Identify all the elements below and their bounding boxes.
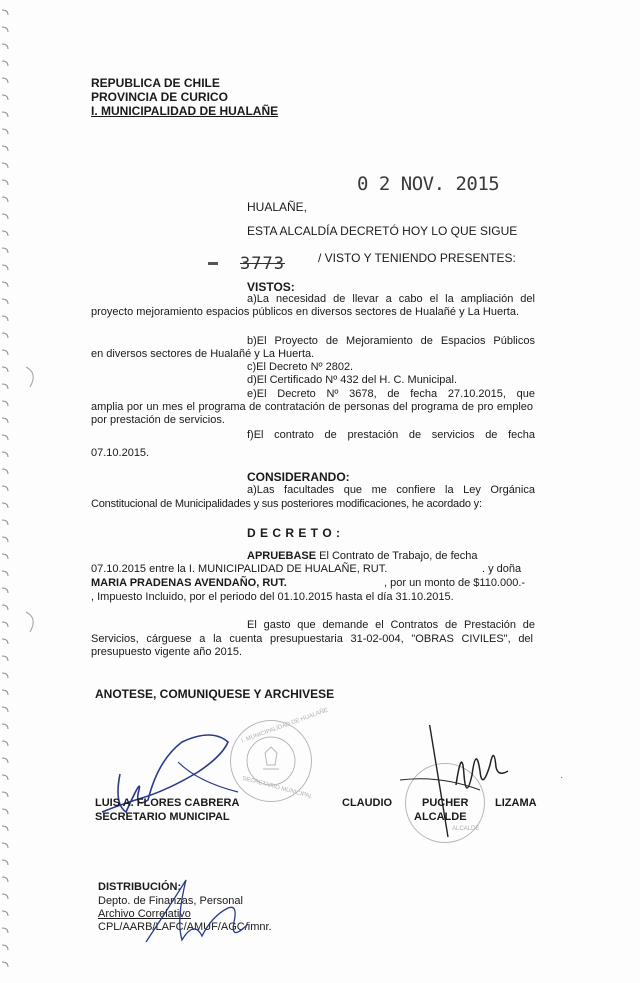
vistos-a-first: a)La necesidad de llevar a cabo el la ampliación del	[247, 293, 535, 305]
mayor-last-name: LIZAMA	[495, 797, 537, 809]
header-municipality: I. MUNICIPALIDAD DE HUALAÑE	[91, 104, 279, 118]
decreto-p1-line4: , Impuesto Incluido, por el periodo del 01.10.2015 hasta el día 31.10.2015.	[91, 591, 454, 603]
decreto-p1-line2: 07.10.2015 entre la I. MUNICIPALIDAD DE HUALAÑE, RUT.	[91, 563, 388, 575]
initials-scribble	[140, 870, 280, 960]
header-province: PROVINCIA DE CURICO	[91, 90, 228, 104]
considerando-a-first: a)Las facultades que me confiere la Ley Orgánica	[247, 484, 535, 496]
apruebase-word: APRUEBASE	[247, 550, 317, 562]
date-stamp: 0 2 NOV. 2015	[357, 173, 500, 195]
vistos-e-first: e)El Decreto Nº 3678, de fecha 27.10.2015, que	[247, 388, 535, 400]
vistos-c: c)El Decreto Nº 2802.	[247, 361, 354, 373]
decreto-p1-line3-end: , por un monto de $110.000.-	[384, 577, 526, 589]
place-label: HUALAÑE,	[247, 200, 308, 214]
header-republic: REPUBLICA DE CHILE	[91, 76, 220, 90]
mayor-seal-text: ALCALDE	[452, 826, 480, 832]
decree-prefix-mark: ▬	[208, 257, 218, 268]
mayor-title: ALCALDE	[414, 811, 467, 823]
secretary-seal-bottom: SECRETARIO MUNICIPAL	[241, 775, 314, 801]
mayor-middle-name: PUCHER	[422, 797, 469, 809]
considerando-a-rest: Constitucional de Municipalidades y sus posteriores modificaciones, he acordado y:	[91, 498, 482, 510]
mayor-first-name: CLAUDIO	[342, 797, 393, 809]
vistos-e-rest: amplia por un mes el programa de contratación de personas del programa de pro empleo por prestación de servicios.	[91, 401, 533, 426]
vistos-f-first: f)El contrato de prestación de servicios de fecha	[247, 429, 535, 441]
distribution-line1: Depto. de Finanzas, Personal	[98, 895, 243, 907]
decreto-p1-line2-end: . y doña	[482, 563, 522, 575]
mayor-signature	[360, 725, 560, 845]
distribution-line3: CPL/AARB/LAFC/AMUF/AGC/imnr.	[98, 921, 272, 933]
intro-line: ESTA ALCALDÍA DECRETÓ HOY LO QUE SIGUE	[247, 224, 518, 238]
distribution-line2: Archivo Correlativo	[98, 908, 191, 920]
punch-mark	[22, 365, 42, 389]
decreto-p1-rest: El Contrato de Trabajo, de fecha	[316, 550, 478, 562]
distribution-title: DISTRIBUCIÓN:	[98, 881, 182, 893]
visto-text: / VISTO Y TENIENDO PRESENTES:	[318, 251, 516, 265]
vistos-title: VISTOS:	[247, 280, 295, 294]
vistos-f-rest: 07.10.2015.	[91, 447, 150, 459]
punch-mark-lower	[22, 610, 42, 634]
vistos-b-first: b)El Proyecto de Mejoramiento de Espacios Públicos	[247, 335, 535, 347]
decreto-p2-rest: Servicios, cárguese a la cuenta presupuestaria 31-02-004, "OBRAS CIVILES", del presupuesto vigente año 2015.	[91, 633, 533, 658]
decreto-title: D E C R E T O :	[247, 526, 341, 540]
vistos-d: d)El Certificado Nº 432 del H. C. Municipal.	[247, 374, 458, 386]
closing-line: ANOTESE, COMUNIQUESE Y ARCHIVESE	[95, 687, 335, 701]
secretary-title: SECRETARIO MUNICIPAL	[95, 811, 230, 823]
decree-number: 3773	[240, 254, 285, 274]
binder-rings	[0, 0, 16, 983]
vistos-b-rest: en diversos sectores de Hualañé y La Huerta.	[91, 348, 315, 360]
secretary-name: LUIS A. FLORES CABRERA	[95, 797, 240, 809]
secretary-seal-top: I. MUNICIPALIDAD DE HUALAÑE	[240, 707, 329, 745]
decreto-name: MARIA PRADENAS AVENDAÑO, RUT.	[91, 577, 287, 589]
considerando-title: CONSIDERANDO:	[247, 470, 350, 484]
stray-mark: ·	[560, 772, 564, 783]
decreto-p2-first: El gasto que demande el Contratos de Prestación de	[247, 619, 535, 631]
vistos-a-rest: proyecto mejoramiento espacios públicos en diversos sectores de Hualañé y La Huerta.	[91, 306, 520, 318]
decreto-p1-first	[247, 550, 478, 562]
